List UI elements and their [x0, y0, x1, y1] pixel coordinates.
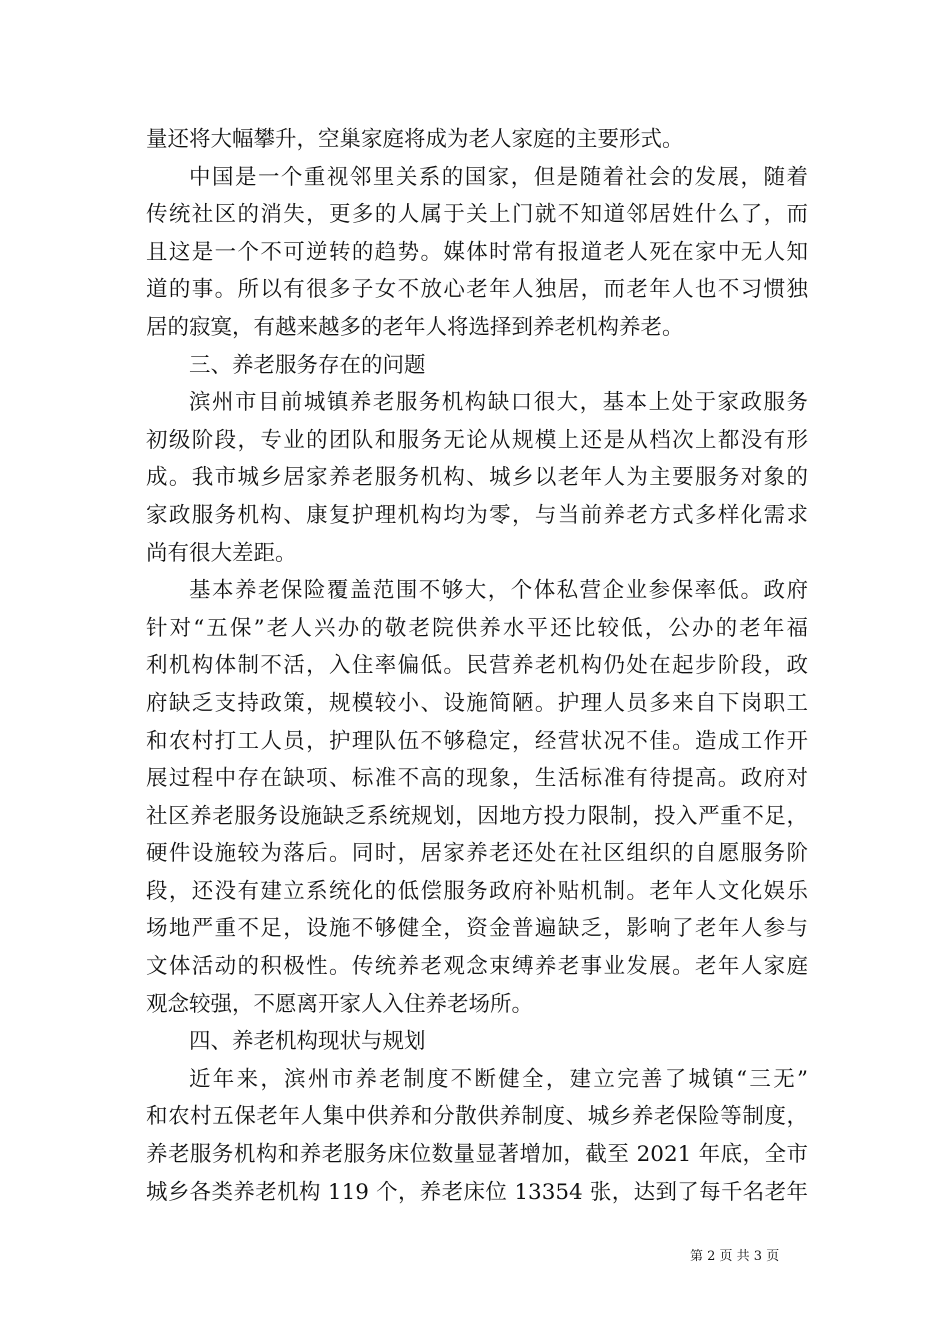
text-line: 展过程中存在缺项、标准不高的现象，生活标准有待提高。政府对 — [146, 766, 808, 792]
text-line: 滨州市目前城镇养老服务机构缺口很大，基本上处于家政服务 — [189, 390, 808, 416]
text-line: 府缺乏支持政策，规模较小、设施简陋。护理人员多来自下岗职工 — [146, 690, 808, 716]
text-line: 中国是一个重视邻里关系的国家，但是随着社会的发展，随着 — [189, 164, 808, 190]
text-line: 近年来，滨州市养老制度不断健全，建立完善了城镇“三无” — [189, 1066, 808, 1092]
text-line: 养老服务机构和养老服务床位数量显著增加，截至 2021 年底，全市 — [146, 1142, 808, 1168]
text-line: 道的事。所以有很多子女不放心老年人独居，而老年人也不习惯独 — [146, 277, 808, 303]
text-line: 和农村五保老年人集中供养和分散供养制度、城乡养老保险等制度， — [146, 1104, 808, 1130]
text-line: 硬件设施较为落后。同时，居家养老还处在社区组织的自愿服务阶 — [146, 841, 808, 867]
text-line: 场地严重不足，设施不够健全，资金普遍缺乏，影响了老年人参与 — [146, 916, 808, 942]
text-line: 城乡各类养老机构 119 个，养老床位 13354 张，达到了每千名老年 — [146, 1179, 808, 1205]
text-line: 基本养老保险覆盖范围不够大，个体私营企业参保率低。政府 — [189, 578, 808, 604]
text-line: 且这是一个不可逆转的趋势。媒体时常有报道老人死在家中无人知 — [146, 239, 808, 265]
text-line: 量还将大幅攀升，空巢家庭将成为老人家庭的主要形式。 — [146, 127, 684, 152]
text-line: 针对“五保”老人兴办的敬老院供养水平还比较低，公办的老年福 — [146, 615, 808, 641]
text-line: 三、养老服务存在的问题 — [189, 352, 426, 378]
text-line: 利机构体制不活，入住率偏低。民营养老机构仍处在起步阶段，政 — [146, 653, 808, 679]
document-body — [146, 121, 808, 1211]
text-line: 社区养老服务设施缺乏系统规划，因地方投力限制，投入严重不足， — [146, 803, 808, 829]
text-line: 初级阶段，专业的团队和服务无论从规模上还是从档次上都没有形 — [146, 427, 808, 453]
page-number-footer: 第 2 页 共 3 页 — [690, 1249, 780, 1264]
text-line: 居的寂寞，有越来越多的老年人将选择到养老机构养老。 — [146, 314, 684, 340]
text-line: 四、养老机构现状与规划 — [189, 1029, 426, 1055]
text-line: 尚有很大差距。 — [146, 540, 297, 566]
text-line: 文体活动的积极性。传统养老观念束缚养老事业发展。老年人家庭 — [146, 954, 808, 980]
text-line: 段，还没有建立系统化的低偿服务政府补贴机制。老年人文化娱乐 — [146, 878, 808, 904]
text-line: 成。我市城乡居家养老服务机构、城乡以老年人为主要服务对象的 — [146, 465, 808, 491]
text-line: 观念较强，不愿离开家人入住养老场所。 — [146, 991, 534, 1017]
text-line: 传统社区的消失，更多的人属于关上门就不知道邻居姓什么了，而 — [146, 202, 808, 228]
text-line: 家政服务机构、康复护理机构均为零，与当前养老方式多样化需求 — [146, 502, 808, 528]
text-line: 和农村打工人员，护理队伍不够稳定，经营状况不佳。造成工作开 — [146, 728, 808, 754]
